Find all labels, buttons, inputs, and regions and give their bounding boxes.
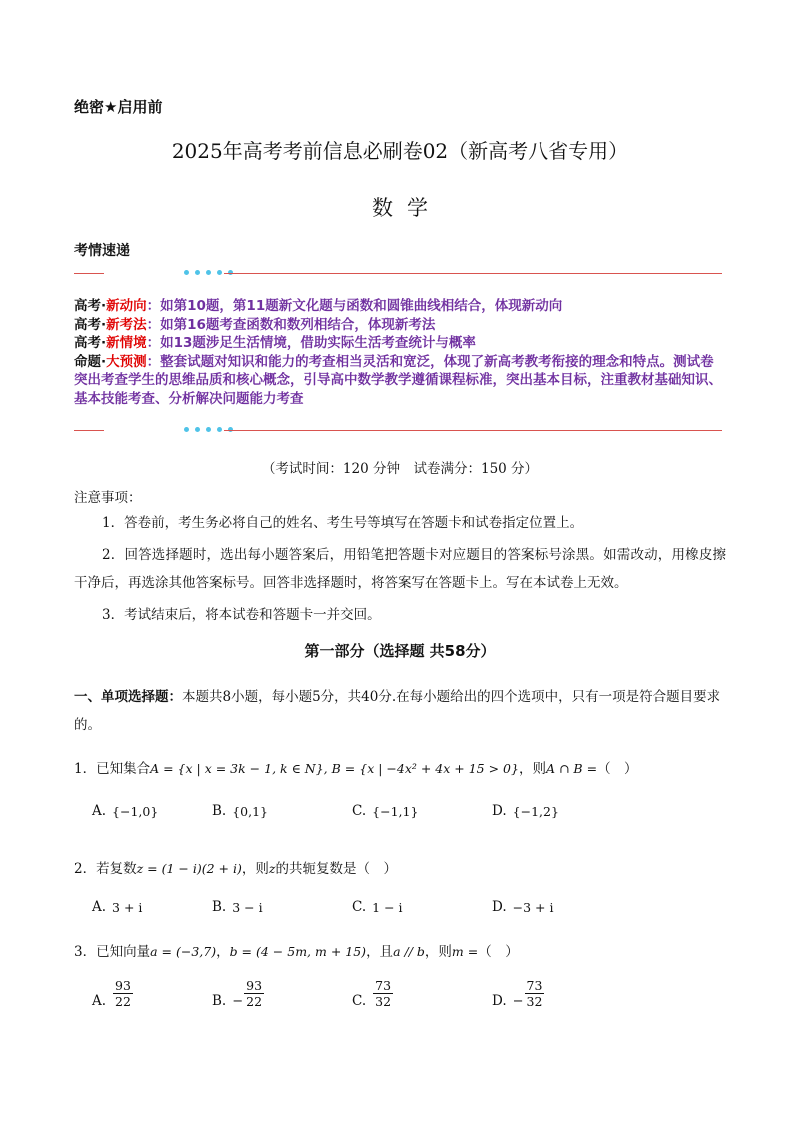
question-3: 3．已知向量a = (−3,7)，b = (4 − 5m, m + 15)，且a // b，则m =（ ） xyxy=(74,944,519,960)
notice-item-1: 1．答卷前，考生务必将自己的姓名、考生号等填写在答题卡和试卷指定位置上。 xyxy=(102,515,584,531)
exam-time: （考试时间：120 分钟 试卷满分：150 分） xyxy=(261,461,539,477)
q3-option-b[interactable]: B. − $\frac{93}{22}$ xyxy=(212,978,263,1009)
kaoqing-heading: 考情速递 xyxy=(74,243,130,259)
fraction: $\frac{73}{32}$ xyxy=(375,978,392,1009)
q3-option-d[interactable]: D. − $\frac{73}{32}$ xyxy=(492,978,543,1009)
notice-heading: 注意事项： xyxy=(74,490,142,506)
notice-item-3: 3．考试结束后，将本试卷和答题卡一并交回。 xyxy=(102,607,381,623)
q2-option-a[interactable]: A. 3 + i xyxy=(92,899,143,915)
fraction: $\frac{93}{22}$ xyxy=(246,978,263,1009)
q1-option-c[interactable]: C. {−1,1} xyxy=(352,803,419,819)
kaoqing-item: 命题·大预测：整套试题对知识和能力的考查相当灵活和宽泛，体现了新高考教考衔接的理念和特点。测试卷突出考查学生的思维品质和核心概念，引导高中数学教学遵循课程标准，突出基本目标，注重教材基础知识、基本技能考查、分析解决问题能力考查 xyxy=(74,353,722,407)
q1-option-b[interactable]: B. {0,1} xyxy=(212,803,269,819)
kaoqing-item: 高考·新动向：如第10题，第11题新文化题与函数和圆锥曲线相结合，体现新动向 xyxy=(74,298,563,314)
question-1: 1．已知集合A = {x | x = 3k − 1, k ∈ N}, B = {x | −4x² + 4x + 15 > 0}，则A ∩ B =（ ） xyxy=(74,761,638,777)
question-2: 2．若复数z = (1 − i)(2 + i)，则z的共轭复数是（ ） xyxy=(74,861,397,877)
q3-option-a[interactable]: A. $\frac{93}{22}$ xyxy=(92,978,131,1009)
q3-option-c[interactable]: C. $\frac{73}{32}$ xyxy=(352,978,392,1009)
notice-item-2: 2．回答选择题时，选出每小题答案后，用铅笔把答题卡对应题目的答案标号涂黑。如需改动，用橡皮擦干净后，再选涂其他答案标号。回答非选择题时，将答案写在答题卡上。写在本试卷上无效。 xyxy=(74,547,726,591)
q2-option-c[interactable]: C. 1 − i xyxy=(352,899,403,915)
bottom-divider xyxy=(74,425,722,437)
section-one-instructions: 一、单项选择题：本题共8小题，每小题5分，共40分.在每小题给出的四个选项中，只有一项是符合题目要求的。 xyxy=(74,689,721,733)
q2-option-b[interactable]: B. 3 − i xyxy=(212,899,263,915)
kaoqing-item: 高考·新考法：如第16题考查函数和数列相结合，体现新考法 xyxy=(74,316,436,333)
subject-title: 数学 xyxy=(372,196,442,220)
fraction: $\frac{93}{22}$ xyxy=(115,978,131,1009)
secret-label: 绝密★启用前 xyxy=(74,98,163,116)
part-one-title: 第一部分（选择题 共58分） xyxy=(304,642,496,660)
q1-option-a[interactable]: A. {−1,0} xyxy=(92,803,159,819)
fraction: $\frac{73}{32}$ xyxy=(526,978,543,1009)
top-divider xyxy=(74,268,722,280)
q1-option-d[interactable]: D. {−1,2} xyxy=(492,803,559,819)
q2-option-d[interactable]: D. −3 + i xyxy=(492,899,554,915)
kaoqing-item: 高考·新情境：如13题涉足生活情境，借助实际生活考查统计与概率 xyxy=(74,335,476,351)
exam-title: 2025年高考考前信息必刷卷02（新高考八省专用） xyxy=(171,139,629,163)
kaoqing-content xyxy=(74,297,724,408)
question-1-sets: A = {x | x = 3k − 1, k ∈ N}, B = {x | −4x² + 4x + 15 > 0} xyxy=(150,761,519,776)
